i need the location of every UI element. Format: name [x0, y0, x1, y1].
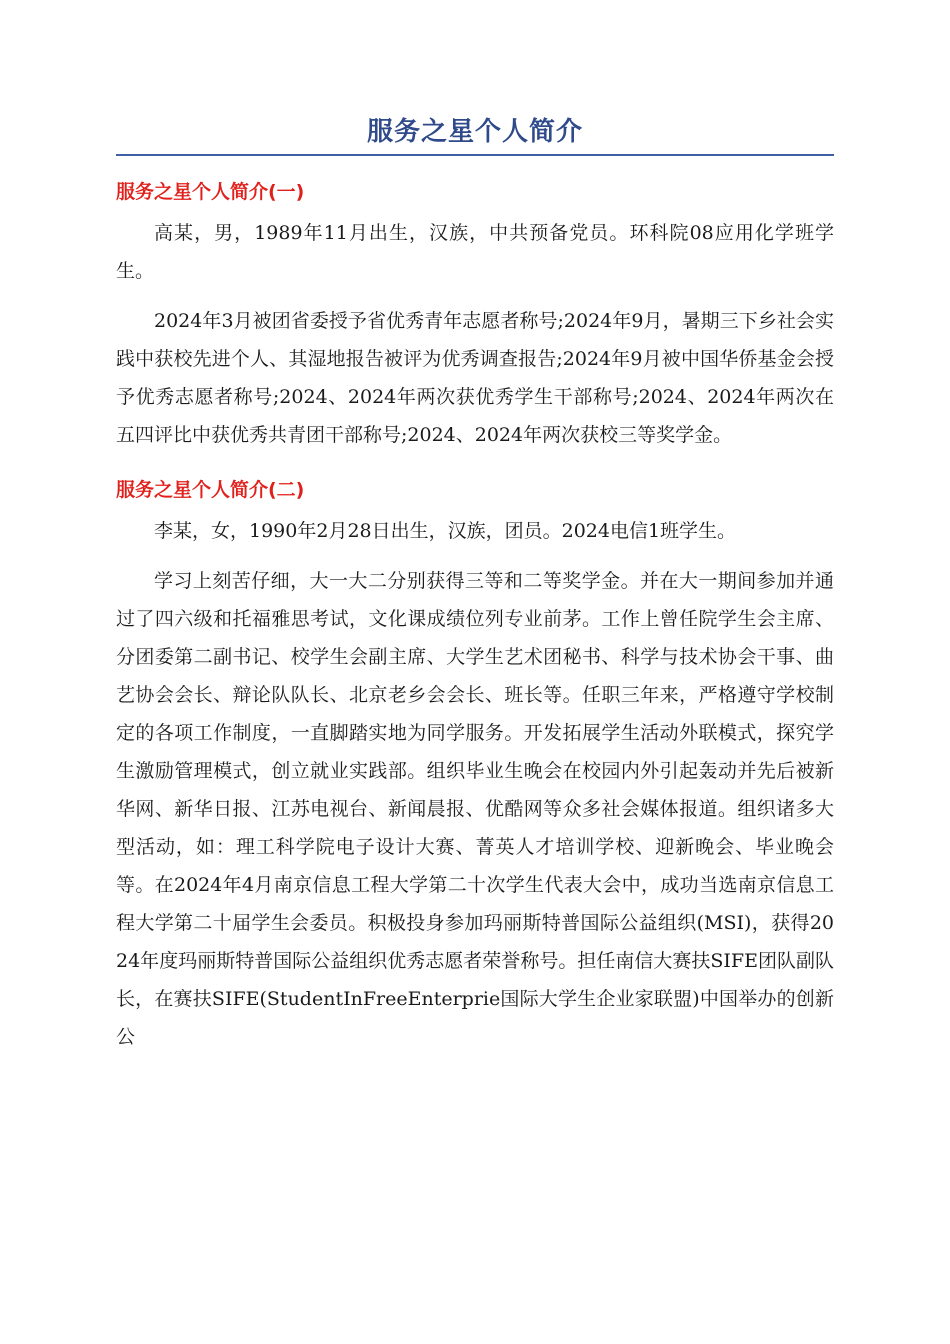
section-heading: 服务之星个人简介(二): [116, 479, 305, 501]
document-page: [116, 112, 834, 1056]
paragraph: 高某，男，1989年11月出生，汉族，中共预备党员。环科院08应用化学班学生。: [116, 222, 834, 282]
document-title: 服务之星个人简介: [116, 112, 834, 156]
paragraph: 李某，女，1990年2月28日出生，汉族，团员。2024电信1班学生。: [154, 520, 737, 542]
paragraph: 2024年3月被团省委授予省优秀青年志愿者称号;2024年9月，暑期三下乡社会实践中获校先进个人、其湿地报告被评为优秀调查报告;2024年9月被中国华侨基金会授予优秀志愿者称号;2024、2024年两次获优秀学生干部称号;2024、2024年两次在五四评比中获优秀共青团干部称号;2024、2024年两次获校三等奖学金。: [116, 310, 834, 446]
section-heading: 服务之星个人简介(一): [116, 181, 305, 203]
section-1: [116, 178, 834, 454]
section-2: [116, 476, 834, 1056]
paragraph: 学习上刻苦仔细，大一大二分别获得三等和二等奖学金。并在大一期间参加并通过了四六级和托福雅思考试，文化课成绩位列专业前茅。工作上曾任院学生会主席、分团委第二副书记、校学生会副主席、大学生艺术团秘书、科学与技术协会干事、曲艺协会会长、辩论队队长、北京老乡会会长、班长等。任职三年来，严格遵守学校制定的各项工作制度，一直脚踏实地为同学服务。开发拓展学生活动外联模式，探究学生激励管理模式，创立就业实践部。组织毕业生晚会在校园内外引起轰动并先后被新华网、新华日报、江苏电视台、新闻晨报、优酷网等众多社会媒体报道。组织诸多大型活动，如：理工科学院电子设计大赛、菁英人才培训学校、迎新晚会、毕业晚会等。在2024年4月南京信息工程大学第二十次学生代表大会中，成功当选南京信息工程大学第二十届学生会委员。积极投身参加玛丽斯特普国际公益组织(MSI)，获得2024年度玛丽斯特普国际公益组织优秀志愿者荣誉称号。担任南信大赛扶SIFE团队副队长，在赛扶SIFE(StudentInFreeEnterprie国际大学生企业家联盟)中国举办的创新公: [116, 570, 834, 1048]
